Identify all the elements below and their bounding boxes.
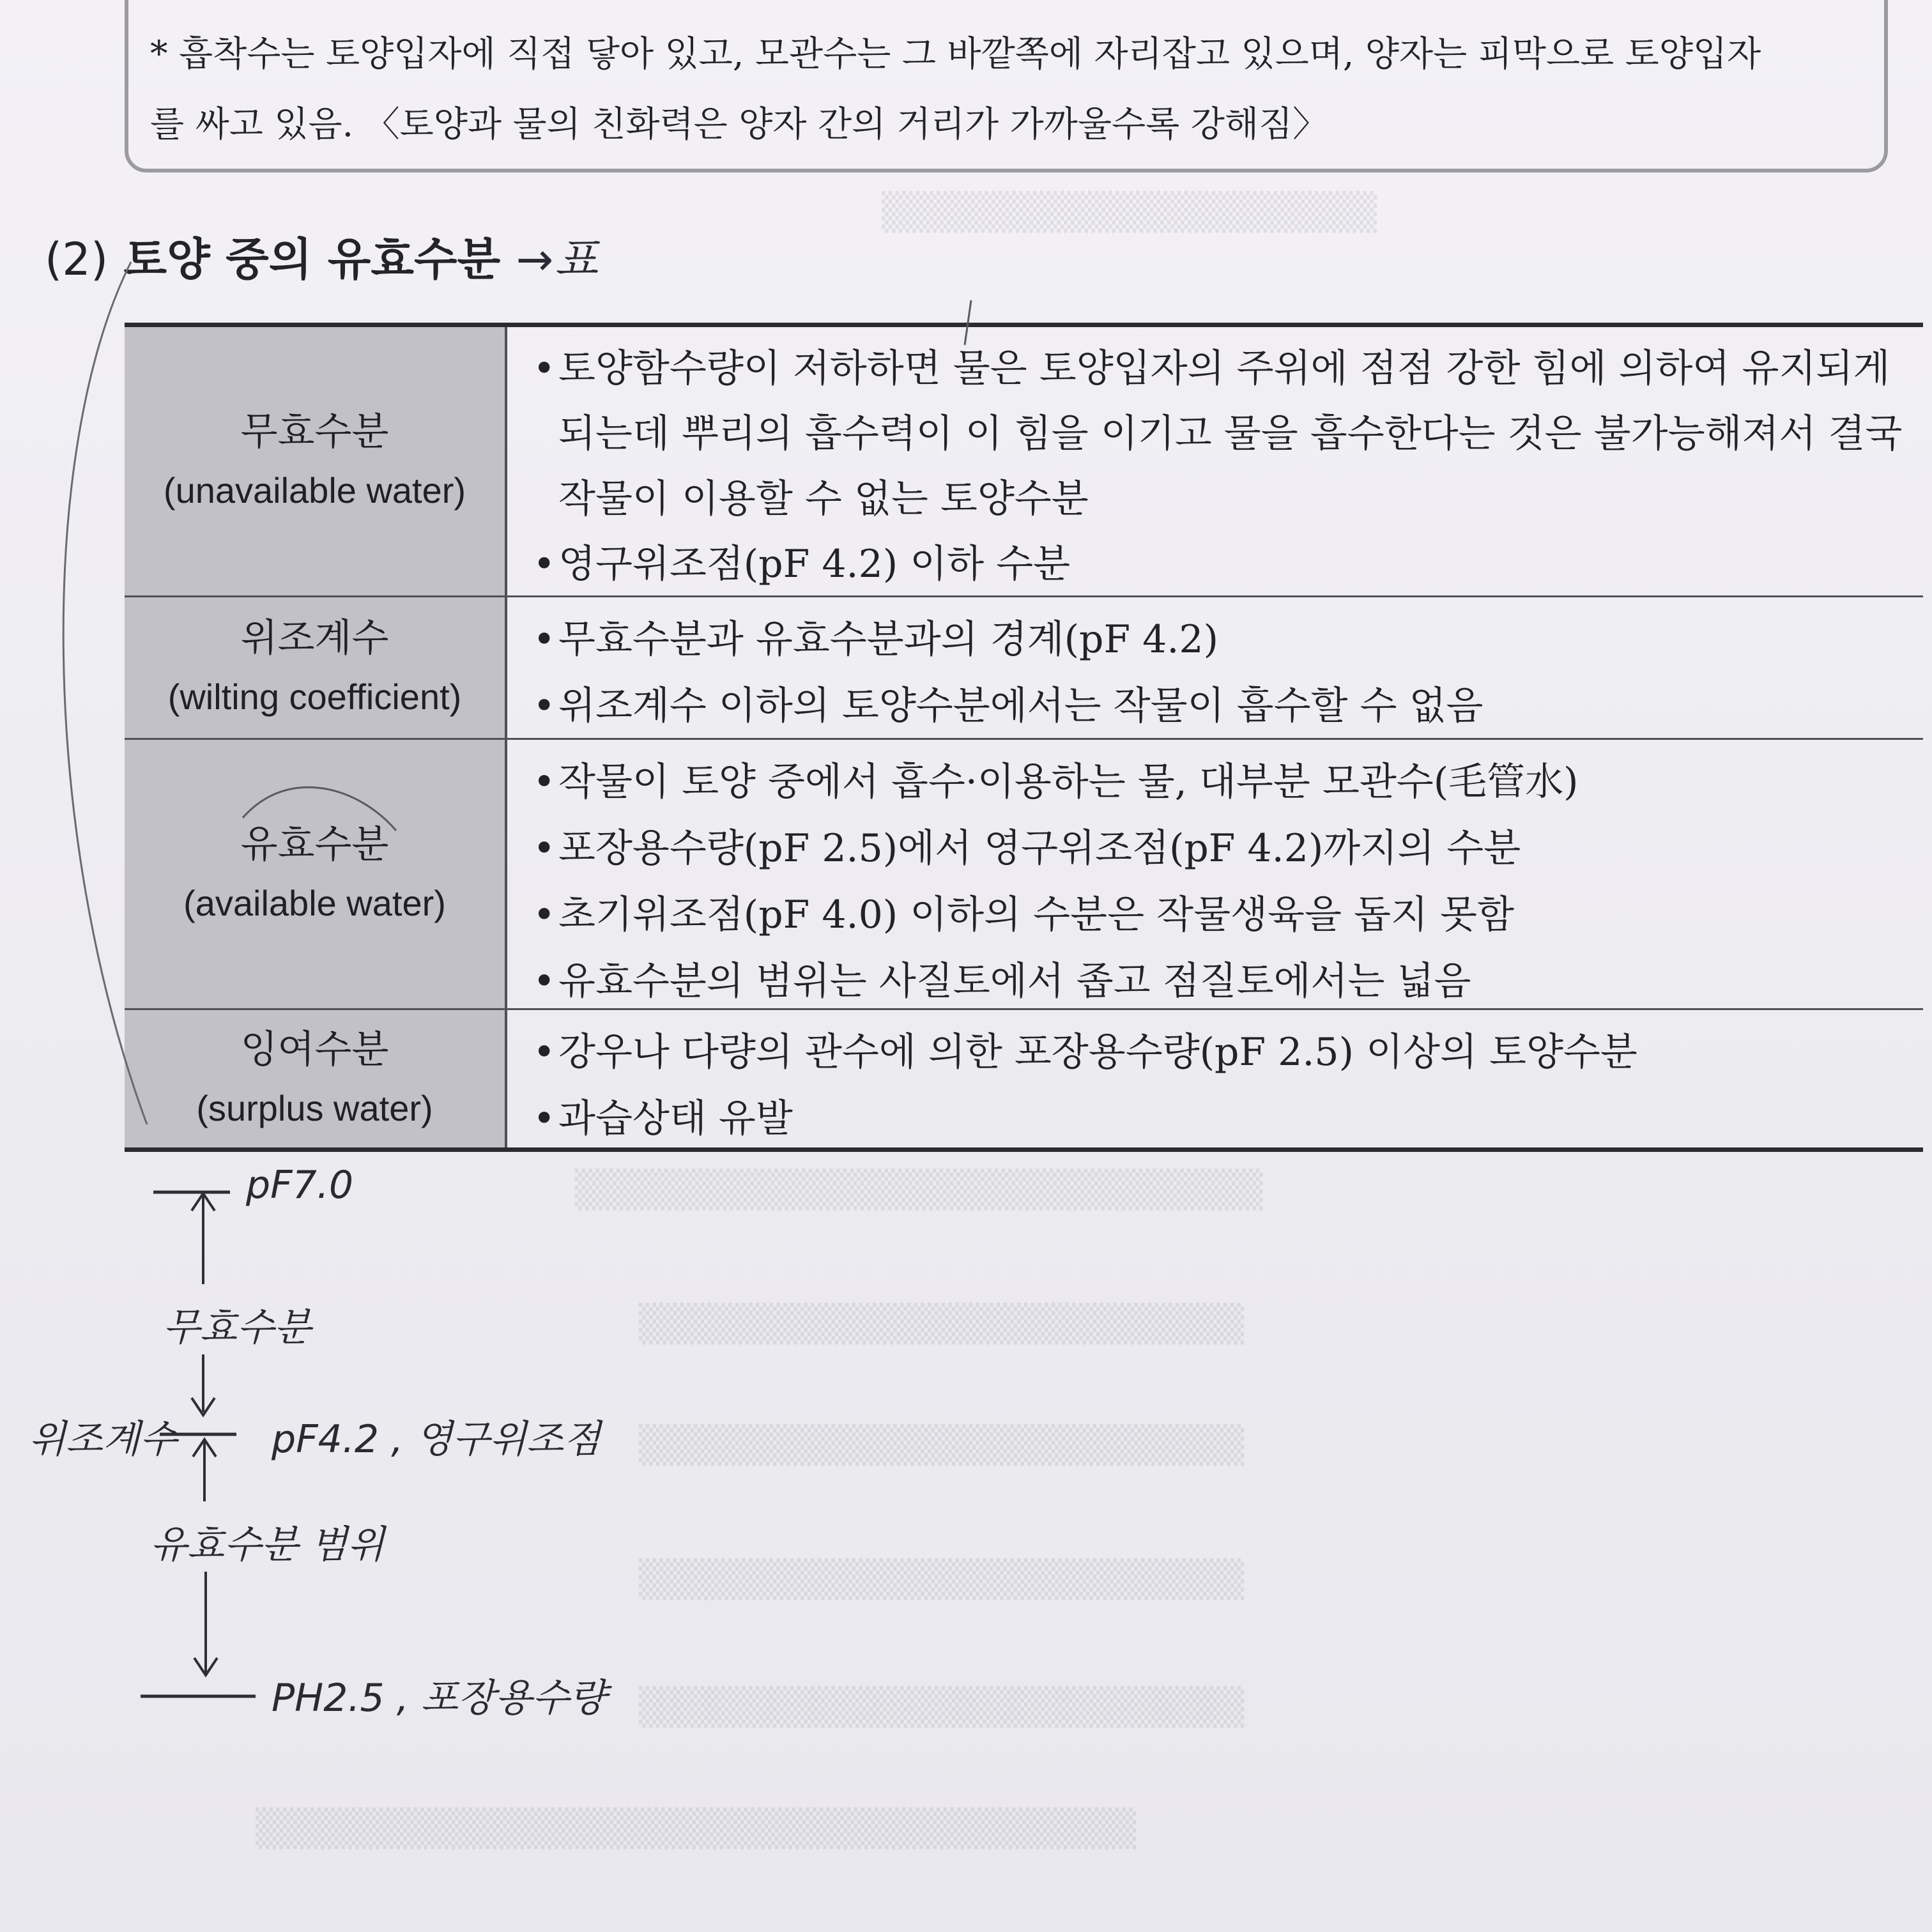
bullet-item: • 포장용수량(pF 2.5)에서 영구위조점(pF 4.2)까지의 수분: [533, 815, 1923, 882]
term-english: (surplus water): [196, 1087, 433, 1128]
diagram-bottom-label: PH2.5 , 포장용수량: [272, 1676, 606, 1721]
bullet-item: • 작물이 토양 중에서 흡수·이용하는 물, 대부분 모관수(毛管水): [533, 749, 1923, 815]
bullet-item: • 영구위조점(pF 4.2) 이하 수분: [533, 532, 1923, 597]
bleed-through-text: ▒▒▒▒▒▒▒▒▒▒▒▒▒▒▒▒▒▒▒▒▒▒: [639, 1687, 1245, 1728]
bullet-item: • 강우나 다량의 관수에 의한 포장용수량(pF 2.5) 이상의 토양수분: [533, 1019, 1923, 1085]
section-number: (2): [45, 233, 109, 286]
bleed-through-text: ▒▒▒▒▒▒▒▒▒▒▒▒▒▒▒▒▒▒▒▒▒▒: [639, 1559, 1245, 1600]
handwritten-pf-diagram: [0, 1137, 767, 1744]
bullet-item: • 유효수분의 범위는 사질토에서 좁고 점질토에서는 넓음: [533, 948, 1923, 1015]
term-korean: 무효수분: [240, 410, 389, 454]
note-line-1: * 흡착수는 토양입자에 직접 닿아 있고, 모관수는 그 바깥쪽에 자리잡고 있으며, 양자는 피막으로 토양입자: [150, 33, 1761, 74]
term-english: (wilting coefficient): [167, 677, 462, 717]
term-korean: 잉여수분: [240, 1027, 389, 1072]
note-line-2: 를 싸고 있음. 〈토양과 물의 친화력은 양자 간의 거리가 가까울수록 강해짐〉: [150, 103, 1328, 144]
bleed-through-text: ▒▒▒▒▒▒▒▒▒▒▒▒▒▒▒▒▒▒▒▒▒▒: [639, 1303, 1245, 1345]
diagram-mid-label: pF4.2 , 영구위조점: [272, 1417, 601, 1462]
bleed-through-text: ▒▒▒▒▒▒▒▒▒▒▒▒▒▒▒▒▒▒▒▒▒▒▒▒▒▒▒▒▒▒▒▒: [256, 1808, 1137, 1850]
bullet-item: • 토양함수량이 저하하면 물은 토양입자의 주위에 점점 강한 힘에 의하여 유지되게 되는데 뿌리의 흡수력이 이 힘을 이기고 물을 흡수한다는 것은 불가능해져서 결국 작물이 이용할 수 없는 토양수분: [533, 336, 1923, 532]
term-korean: 유효수분: [240, 822, 389, 867]
bleed-through-text: ▒▒▒▒▒▒▒▒▒▒▒▒▒▒▒▒▒▒▒▒▒▒▒▒▒: [575, 1169, 1263, 1211]
term-english: (available water): [183, 883, 446, 923]
bullet-item: • 위조계수 이하의 토양수분에서는 작물이 흡수할 수 없음: [533, 673, 1923, 739]
bullet-item: • 무효수분과 유효수분과의 경계(pF 4.2): [533, 606, 1923, 673]
bullet-item: • 과습상태 유발: [533, 1085, 1923, 1152]
diagram-top-label: pF7.0: [246, 1163, 354, 1208]
section-title: 토양 중의 유효수분: [123, 233, 501, 286]
term-english: (unavailable water): [163, 470, 466, 510]
bleed-through-text: ▒▒▒▒▒▒▒▒▒▒▒▒▒▒▒▒▒▒: [882, 192, 1377, 233]
term-korean: 위조계수: [240, 616, 389, 661]
diagram-upper-range: 무효수분: [163, 1305, 311, 1350]
diagram-lower-range: 유효수분 범위: [150, 1522, 385, 1567]
bullet-item: • 초기위조점(pF 4.0) 이하의 수분은 작물생육을 돕지 못함: [533, 882, 1923, 948]
bleed-through-text: ▒▒▒▒▒▒▒▒▒▒▒▒▒▒▒▒▒▒▒▒▒▒: [639, 1425, 1245, 1466]
handwritten-note: →표: [516, 233, 599, 286]
diagram-mid-left: 위조계수: [29, 1417, 177, 1462]
